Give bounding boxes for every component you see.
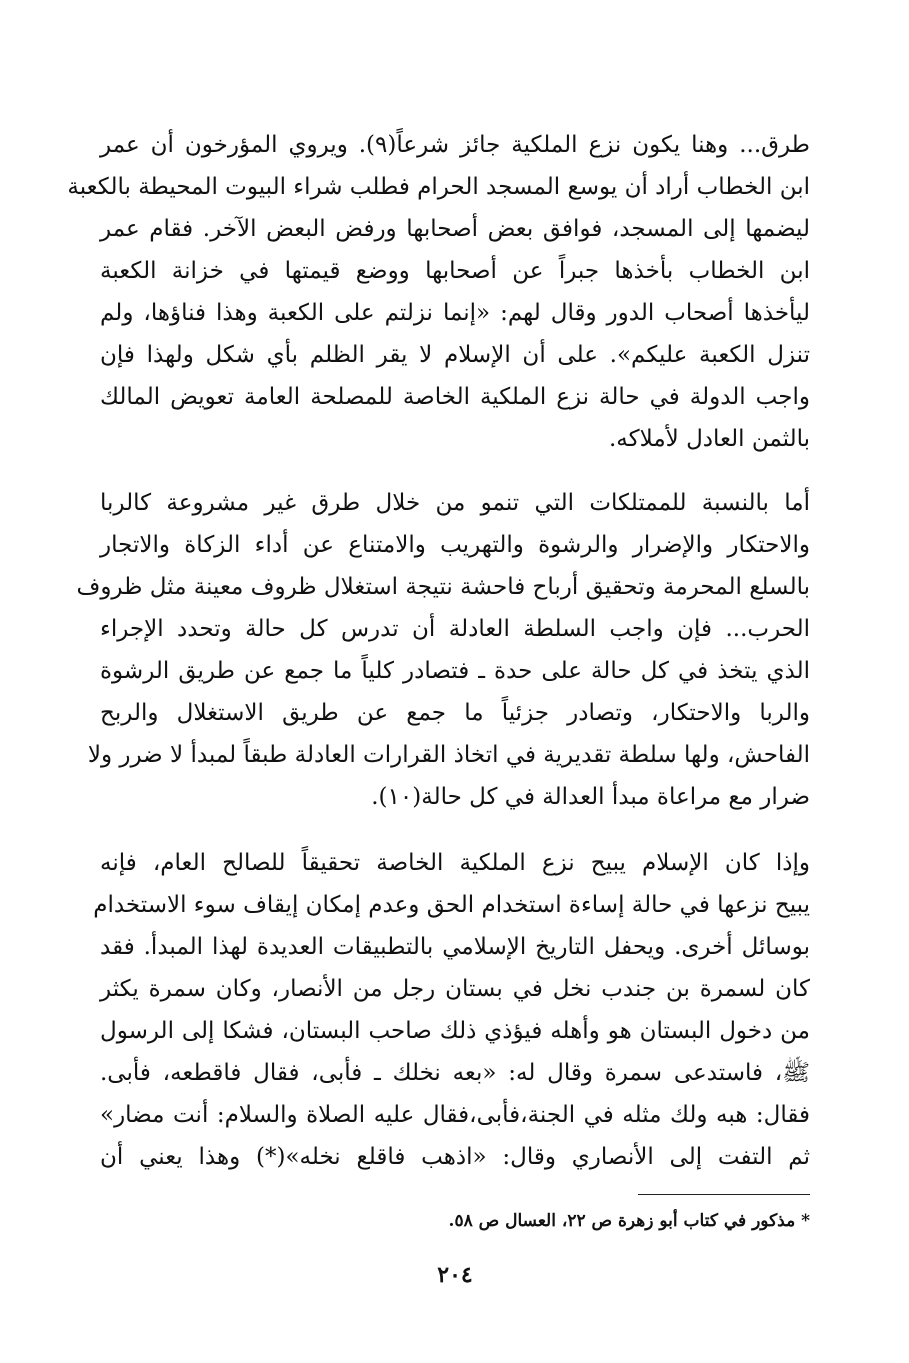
text-line: الحرب... فإن واجب السلطة العادلة أن تدرس كل حالة وتحدد الإجراء [100, 616, 810, 642]
text-line: ليأخذها أصحاب الدور وقال لهم: «إنما نزلتم على الكعبة وهذا فناؤها، ولم [100, 300, 810, 326]
paragraph-1 [67, 124, 810, 460]
text-line: ليضمها إلى المسجد، فوافق بعض أصحابها ورفض البعض الآخر. فقام عمر [100, 216, 810, 242]
text-line: الذي يتخذ في كل حالة على حدة ـ فتصادر كلياً ما جمع عن طريق الرشوة [100, 658, 810, 684]
text-line: الفاحش، ولها سلطة تقديرية في اتخاذ القرارات العادلة طبقاً لمبدأ لا ضرر ولا [87, 742, 810, 768]
text-line: ابن الخطاب بأخذها جبراً عن أصحابها ووضع قيمتها في خزانة الكعبة [100, 258, 810, 284]
footnote-divider [638, 1194, 810, 1195]
text-line: ﷺ، فاستدعى سمرة وقال له: «بعه نخلك ـ فأبى، فقال فاقطعه، فأبى. [100, 1060, 810, 1086]
text-line: من دخول البستان هو وأهله فيؤذي ذلك صاحب البستان، فشكا إلى الرسول [100, 1018, 810, 1044]
text-line: يبيح نزعها في حالة إساءة استخدام الحق وعدم إمكان إيقاف سوء الاستخدام [93, 892, 810, 918]
text-line: طرق... وهنا يكون نزع الملكية جائز شرعاً(٩). ويروي المؤرخون أن عمر [100, 132, 810, 158]
text-line: واجب الدولة في حالة نزع الملكية الخاصة للمصلحة العامة تعويض المالك [100, 384, 810, 410]
text-line: والاحتكار والإضرار والرشوة والتهريب والامتناع عن أداء الزكاة والاتجار [100, 532, 810, 558]
text-line: بالثمن العادل لأملاكه. [609, 426, 810, 452]
text-line: وإذا كان الإسلام يبيح نزع الملكية الخاصة تحقيقاً للصالح العام، فإنه [100, 850, 810, 876]
text-line: بالسلع المحرمة وتحقيق أرباح فاحشة نتيجة استغلال ظروف معينة مثل ظروف [76, 574, 810, 600]
text-line: كان لسمرة بن جندب نخل في بستان رجل من الأنصار، وكان سمرة يكثر [100, 976, 810, 1002]
page-number: ٢٠٤ [437, 1262, 473, 1288]
paragraph-2 [76, 482, 810, 818]
text-line: ضرار مع مراعاة مبدأ العدالة في كل حالة(١٠). [371, 784, 810, 810]
text-line: تنزل الكعبة عليكم». على أن الإسلام لا يقر الظلم بأي شكل ولهذا فإن [100, 342, 810, 368]
text-line: أما بالنسبة للممتلكات التي تنمو من خلال طرق غير مشروعة كالربا [100, 490, 810, 516]
text-line: فقال: هبه ولك مثله في الجنة،فأبى،فقال عليه الصلاة والسلام: أنت مضار» [100, 1102, 810, 1128]
text-line: ثم التفت إلى الأنصاري وقال: «اذهب فاقلع نخله»(*) وهذا يعني أن [100, 1144, 810, 1170]
text-line: ابن الخطاب أراد أن يوسع المسجد الحرام فطلب شراء البيوت المحيطة بالكعبة [67, 174, 810, 200]
text-line: بوسائل أخرى. ويحفل التاريخ الإسلامي بالتطبيقات العديدة لهذا المبدأ. فقد [100, 934, 810, 960]
text-line: والربا والاحتكار، وتصادر جزئياً ما جمع عن طريق الاستغلال والربح [100, 700, 810, 726]
paragraph-3 [93, 842, 810, 1178]
footnote: * مذكور في كتاب أبو زهرة ص ٢٢، العسال ص ٥٨. [448, 1211, 810, 1231]
